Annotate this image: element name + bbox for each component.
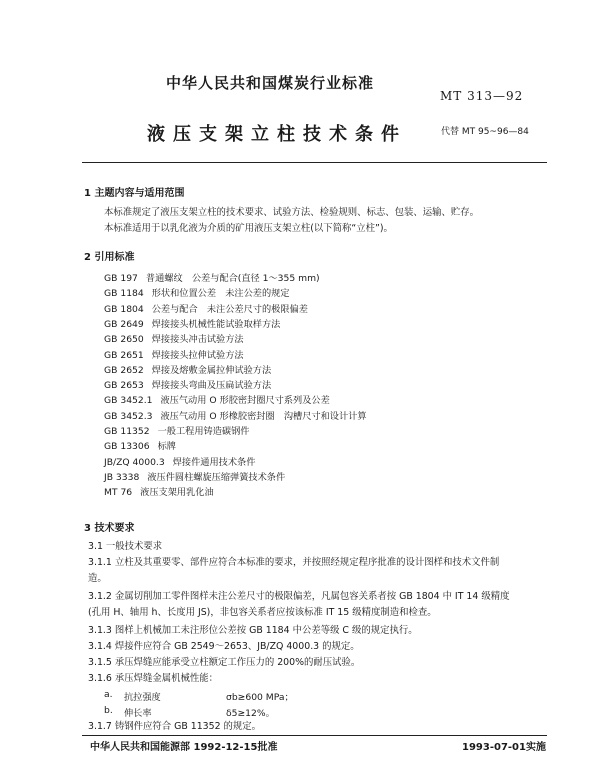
reference-code: GB 13306 bbox=[104, 441, 150, 453]
reference-item bbox=[104, 362, 271, 376]
property-a-label: a. bbox=[104, 689, 113, 700]
header-divider bbox=[82, 162, 547, 163]
reference-title: 液压支架用乳化油 bbox=[140, 487, 214, 499]
clause-3-1-3: 3.1.3 图样上机械加工未注形位公差按 GB 1184 中公差等级 C 级的规定执行。 bbox=[88, 625, 418, 636]
reference-title: 形状和位置公差 未注公差的规定 bbox=[151, 288, 290, 300]
section-1-heading: 1 主题内容与适用范围 bbox=[84, 188, 185, 199]
reference-item bbox=[104, 438, 176, 452]
reference-item bbox=[104, 423, 249, 437]
approval-date: 中华人民共和国能源部 1992-12-15批准 bbox=[90, 742, 278, 753]
property-a-name: 抗拉强度 bbox=[124, 692, 161, 703]
clause-3-1: 3.1 一般技术要求 bbox=[88, 541, 163, 552]
reference-title: 一般工程用铸造碳钢件 bbox=[157, 426, 250, 437]
footer-divider bbox=[82, 735, 547, 736]
property-b-value: δ5≥12%。 bbox=[226, 708, 275, 719]
reference-code: GB 2653 bbox=[104, 380, 144, 392]
reference-item bbox=[104, 392, 330, 406]
reference-title: 焊接及熔敷金属拉伸试验方法 bbox=[151, 364, 272, 376]
section-3-heading: 3 技术要求 bbox=[84, 523, 135, 534]
reference-code: JB/ZQ 4000.3 bbox=[104, 456, 165, 468]
reference-code: GB 197 bbox=[104, 273, 138, 284]
clause-3-1-6: 3.1.6 承压焊缝金属机械性能： bbox=[88, 673, 218, 684]
reference-code: GB 3452.3 bbox=[104, 410, 153, 422]
clause-3-1-1-line-2: 造。 bbox=[88, 573, 107, 584]
reference-title: 液压件圆柱螺旋压缩弹簧技术条件 bbox=[147, 471, 286, 483]
reference-code: GB 11352 bbox=[104, 426, 150, 437]
reference-item bbox=[104, 285, 290, 299]
reference-code: JB 3338 bbox=[104, 471, 140, 483]
section-1-paragraph-1: 本标准规定了液压支架立柱的技术要求、试验方法、检验规则、标志、包装、运输、贮存。 bbox=[104, 207, 480, 218]
clause-3-1-7: 3.1.7 铸钢件应符合 GB 11352 的规定。 bbox=[88, 721, 262, 732]
reference-title: 公差与配合 未注公差尺寸的极限偏差 bbox=[151, 303, 308, 315]
reference-code: GB 1804 bbox=[104, 303, 144, 315]
reference-code: GB 2652 bbox=[104, 364, 144, 376]
property-b-label: b. bbox=[104, 705, 113, 716]
reference-item bbox=[104, 377, 271, 391]
reference-code: GB 1184 bbox=[104, 288, 144, 300]
reference-code: GB 3452.1 bbox=[104, 395, 153, 407]
section-1-paragraph-2: 本标准适用于以乳化液为介质的矿用液压支架立柱(以下简称“立柱”)。 bbox=[104, 223, 393, 234]
reference-title: 焊接接头弯曲及压扁试验方法 bbox=[151, 380, 272, 392]
clause-3-1-2-line-2: (孔用 H、轴用 h、长度用 JS)，非包容关系者应按该标准 IT 15 级精度制造和检查。 bbox=[88, 607, 437, 618]
reference-code: MT 76 bbox=[104, 487, 133, 499]
reference-item bbox=[104, 301, 308, 315]
property-a-value: σb≥600 MPa； bbox=[226, 692, 294, 703]
reference-title: 标牌 bbox=[157, 441, 176, 453]
reference-title: 焊接接头冲击试验方法 bbox=[151, 334, 244, 346]
property-b-name: 伸长率 bbox=[124, 708, 152, 719]
reference-code: GB 2649 bbox=[104, 318, 144, 330]
standard-number: MT 313—92 bbox=[440, 89, 524, 103]
effective-date: 1993-07-01实施 bbox=[462, 742, 546, 753]
reference-item bbox=[104, 484, 214, 498]
reference-title: 液压气动用 O 形橡胶密封圈 沟槽尺寸和设计计算 bbox=[160, 410, 367, 422]
reference-code: GB 2651 bbox=[104, 349, 144, 361]
reference-title: 焊接接头拉伸试验方法 bbox=[151, 349, 244, 361]
replaces-note: 代替 MT 95~96—84 bbox=[441, 127, 529, 137]
clause-3-1-4: 3.1.4 焊接件应符合 GB 2549～2653、JB/ZQ 4000.3 的规定。 bbox=[88, 641, 360, 652]
reference-item bbox=[104, 331, 244, 345]
clause-3-1-2-line-1: 3.1.2 金属切削加工零件图样未注公差尺寸的极限偏差，凡属包容关系者按 GB 1804 中 IT 14 级精度 bbox=[88, 591, 510, 602]
reference-title: 焊接件通用技术条件 bbox=[172, 456, 256, 468]
reference-item bbox=[104, 270, 320, 284]
reference-code: GB 2650 bbox=[104, 334, 144, 346]
reference-title: 焊接接头机械性能试验取样方法 bbox=[151, 318, 281, 330]
ministry-standard-title: 中华人民共和国煤炭行业标准 bbox=[166, 74, 375, 92]
document-title: 液压支架立柱技术条件 bbox=[147, 124, 407, 145]
reference-title: 液压气动用 O 形胶密封圈尺寸系列及公差 bbox=[160, 395, 330, 407]
reference-item bbox=[104, 316, 280, 330]
clause-3-1-5: 3.1.5 承压焊缝应能承受立柱额定工作压力的 200%的耐压试验。 bbox=[88, 657, 361, 668]
reference-item bbox=[104, 347, 244, 361]
reference-item bbox=[104, 408, 367, 422]
reference-item bbox=[104, 454, 255, 468]
clause-3-1-1-line-1: 3.1.1 立柱及其重要零、部件应符合本标准的要求，并按照经规定程序批准的设计图样和技术文件制 bbox=[88, 557, 500, 568]
reference-item bbox=[104, 469, 285, 483]
section-2-heading: 2 引用标准 bbox=[84, 252, 135, 263]
reference-title: 普通螺纹 公差与配合(直径 1～355 mm) bbox=[145, 273, 320, 284]
